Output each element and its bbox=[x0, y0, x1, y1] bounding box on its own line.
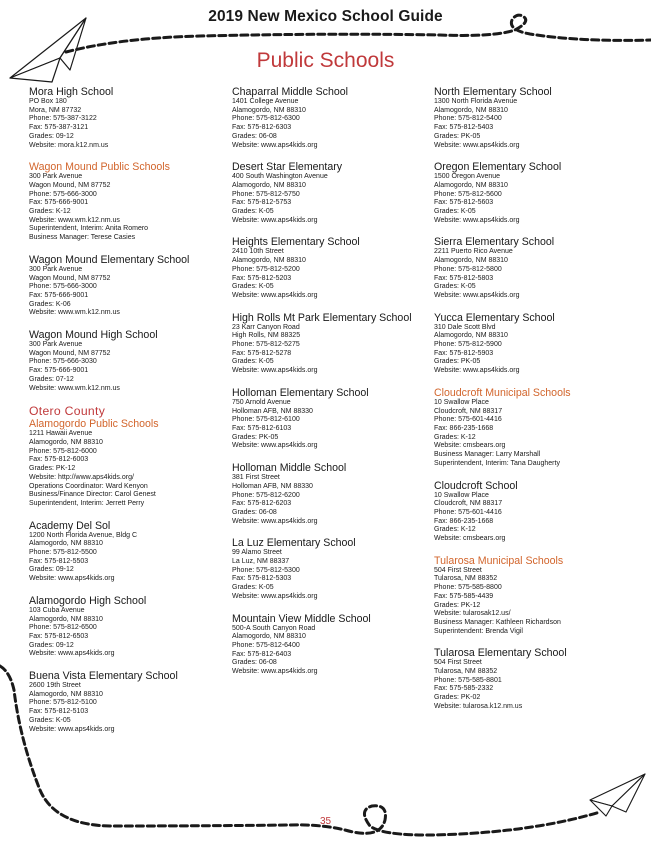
paper-plane-icon bbox=[590, 774, 645, 816]
entry-detail-line: Fax: 575-812-5803 bbox=[434, 274, 494, 282]
district-name: Alamogordo Public Schools bbox=[29, 418, 159, 431]
school-entry bbox=[29, 254, 219, 318]
entry-detail-line: Fax: 575-666-9001 bbox=[29, 367, 89, 375]
entry-detail-line: Wagon Mound, NM 87752 bbox=[29, 274, 111, 282]
entry-detail-line: 300 Park Avenue bbox=[29, 341, 83, 349]
entry-detail-line: Cloudcroft, NM 88317 bbox=[434, 500, 503, 508]
entry-detail-line: Grades: PK-02 bbox=[434, 694, 481, 702]
school-name: Oregon Elementary School bbox=[434, 161, 562, 174]
entry-detail-line: Grades: K-06 bbox=[29, 300, 71, 308]
school-entry bbox=[29, 86, 219, 150]
entry-detail-line: Phone: 575-812-6500 bbox=[29, 624, 97, 632]
school-entry bbox=[434, 312, 634, 376]
district-name: Tularosa Municipal Schools bbox=[434, 554, 564, 567]
entry-detail-line: Website: www.aps4kids.org bbox=[232, 291, 318, 299]
entry-detail-line: Alamogordo, NM 88310 bbox=[434, 257, 508, 265]
entry-detail-line: Grades: K-05 bbox=[434, 283, 476, 291]
entry-detail-line: 10 Swallow Place bbox=[434, 491, 489, 499]
entry-detail-line: Superintendent, Interim: Tana Daugherty bbox=[434, 459, 560, 467]
entry-detail-line: Phone: 575-601-4416 bbox=[434, 508, 502, 516]
school-entry bbox=[29, 520, 219, 584]
school-entry bbox=[29, 329, 219, 393]
column-1 bbox=[29, 86, 219, 745]
entry-detail-line: Grades: K-05 bbox=[232, 358, 274, 366]
entry-detail-line: Phone: 575-812-5400 bbox=[434, 115, 502, 123]
entry-detail-line: 500-A South Canyon Road bbox=[232, 624, 316, 632]
entry-detail-line: 300 Park Avenue bbox=[29, 265, 83, 273]
school-name: Academy Del Sol bbox=[29, 519, 111, 532]
school-name: Wagon Mound Elementary School bbox=[29, 253, 190, 266]
entry-detail-line: Fax: 575-812-5903 bbox=[434, 349, 494, 357]
entry-detail-line: Phone: 575-812-6000 bbox=[29, 447, 97, 455]
entry-detail-line: 1500 Oregon Avenue bbox=[434, 173, 501, 181]
entry-detail-line: Phone: 575-387-3122 bbox=[29, 115, 97, 123]
entry-detail-line: Phone: 575-585-8801 bbox=[434, 676, 502, 684]
entry-detail-line: Website: http://www.aps4kids.org/ bbox=[29, 473, 134, 481]
school-entry bbox=[434, 647, 634, 711]
entry-detail-line: Grades: K-05 bbox=[434, 208, 476, 216]
entry-detail-line: Tularosa, NM 88352 bbox=[434, 575, 498, 583]
entry-detail-line: Business Manager: Kathleen Richardson bbox=[434, 618, 561, 626]
entry-detail-line: Website: www.aps4kids.org bbox=[29, 650, 115, 658]
entry-detail-line: Website: tularosak12.us/ bbox=[434, 610, 511, 618]
entry-detail-line: Website: www.aps4kids.org bbox=[232, 668, 318, 676]
entry-detail-line: Alamogordo, NM 88310 bbox=[232, 181, 306, 189]
entry-detail-line: Alamogordo, NM 88310 bbox=[434, 181, 508, 189]
entry-detail-line: Grades: K-05 bbox=[232, 208, 274, 216]
entry-detail-line: Grades: K-12 bbox=[29, 208, 71, 216]
school-name: High Rolls Mt Park Elementary School bbox=[232, 311, 412, 324]
entry-detail-line: 300 Park Avenue bbox=[29, 173, 83, 181]
entry-detail-line: Phone: 575-812-6300 bbox=[232, 115, 300, 123]
entry-detail-line: Fax: 866-235-1668 bbox=[434, 424, 494, 432]
entry-detail-line: Phone: 575-666-3030 bbox=[29, 358, 97, 366]
entry-detail-line: Alamogordo, NM 88310 bbox=[29, 690, 103, 698]
school-entry bbox=[434, 161, 634, 225]
entry-detail-line: 400 South Washington Avenue bbox=[232, 173, 328, 181]
entry-detail-line: 1401 College Avenue bbox=[232, 98, 299, 105]
entry-detail-line: Fax: 575-812-5203 bbox=[232, 274, 292, 282]
entry-detail-line: 2410 10th Street bbox=[232, 248, 284, 256]
entry-detail-line: Tularosa, NM 88352 bbox=[434, 668, 498, 676]
school-entry bbox=[434, 86, 634, 150]
entry-detail-line: Website: www.wm.k12.nm.us bbox=[29, 216, 120, 224]
entry-detail-line: Fax: 575-387-3121 bbox=[29, 124, 89, 132]
entry-detail-line: Website: www.aps4kids.org bbox=[232, 442, 318, 450]
entry-detail-line: Alamogordo, NM 88310 bbox=[434, 332, 508, 340]
entry-detail-line: Operations Coordinator: Ward Kenyon bbox=[29, 482, 148, 490]
entry-detail-line: Website: cmsbears.org bbox=[434, 442, 506, 450]
entry-detail-line: Fax: 575-812-5603 bbox=[434, 199, 494, 207]
entry-detail-line: Fax: 575-812-6103 bbox=[232, 424, 292, 432]
entry-detail-line: Business Manager: Terese Casies bbox=[29, 234, 136, 242]
entry-detail-line: Fax: 575-666-9001 bbox=[29, 199, 89, 207]
entry-detail-line: Website: www.aps4kids.org bbox=[232, 216, 318, 224]
entry-detail-line: High Rolls, NM 88325 bbox=[232, 332, 301, 340]
entry-detail-line: Grades: PK-05 bbox=[434, 358, 481, 366]
entry-detail-line: Superintendent, Interim: Jerrett Perry bbox=[29, 499, 145, 507]
school-entry bbox=[232, 86, 428, 150]
district-entry bbox=[29, 418, 219, 508]
entry-detail-line: Wagon Mound, NM 87752 bbox=[29, 349, 111, 357]
entry-detail-line: Phone: 575-666-3000 bbox=[29, 190, 97, 198]
school-name: Chaparral Middle School bbox=[232, 86, 349, 98]
school-name: North Elementary School bbox=[434, 86, 552, 98]
entry-detail-line: Phone: 575-812-5200 bbox=[232, 265, 300, 273]
school-name: Mora High School bbox=[29, 86, 114, 98]
school-name: Heights Elementary School bbox=[232, 236, 360, 249]
entry-detail-line: Grades: PK-05 bbox=[434, 132, 481, 140]
entry-detail-line: Phone: 575-812-5800 bbox=[434, 265, 502, 273]
entry-detail-line: Cloudcroft, NM 88317 bbox=[434, 407, 503, 415]
school-name: Cloudcroft School bbox=[434, 479, 518, 492]
entry-detail-line: Fax: 575-585-4439 bbox=[434, 592, 494, 600]
entry-detail-line: Fax: 575-812-6003 bbox=[29, 456, 89, 464]
entry-detail-line: Fax: 575-812-5403 bbox=[434, 124, 494, 132]
entry-detail-line: Website: www.wm.k12.nm.us bbox=[29, 309, 120, 317]
entry-detail-line: Grades: 06-08 bbox=[232, 132, 277, 140]
entry-detail-line: Grades: 09-12 bbox=[29, 132, 74, 140]
section-title: Public Schools bbox=[256, 49, 395, 72]
entry-detail-line: Website: www.aps4kids.org bbox=[434, 291, 520, 299]
school-name: Alamogordo High School bbox=[29, 594, 147, 607]
entry-detail-line: Fax: 575-812-5278 bbox=[232, 349, 292, 357]
entry-detail-line: La Luz, NM 88337 bbox=[232, 558, 290, 566]
entry-detail-line: Website: www.wm.k12.nm.us bbox=[29, 384, 120, 392]
entry-detail-line: Website: tularosa.k12.nm.us bbox=[434, 702, 523, 710]
entry-detail-line: Phone: 575-812-6100 bbox=[232, 416, 300, 424]
entry-detail-line: Alamogordo, NM 88310 bbox=[29, 540, 103, 548]
school-name: Tularosa Elementary School bbox=[434, 647, 567, 660]
district-entry bbox=[29, 161, 219, 243]
entry-detail-line: Website: www.aps4kids.org bbox=[232, 141, 318, 149]
entry-detail-line: Alamogordo, NM 88310 bbox=[29, 615, 103, 623]
school-entry bbox=[232, 537, 428, 601]
entry-detail-line: Business/Finance Director: Carol Genest bbox=[29, 491, 156, 499]
school-entry bbox=[232, 161, 428, 225]
entry-detail-line: Grades: K-05 bbox=[232, 584, 274, 592]
entry-detail-line: Phone: 575-812-6400 bbox=[232, 641, 300, 649]
county-heading: Otero County bbox=[29, 404, 106, 419]
school-entry bbox=[232, 462, 428, 526]
entry-detail-line: Phone: 575-812-5300 bbox=[232, 566, 300, 574]
school-name: Sierra Elementary School bbox=[434, 236, 555, 249]
school-name: Holloman Middle School bbox=[232, 462, 347, 475]
entry-detail-line: Phone: 575-812-5900 bbox=[434, 341, 502, 349]
school-entry bbox=[232, 613, 428, 677]
entry-detail-line: Grades: 09-12 bbox=[29, 566, 74, 574]
entry-detail-line: Grades: 09-12 bbox=[29, 641, 74, 649]
entry-detail-line: Holloman AFB, NM 88330 bbox=[232, 407, 313, 415]
entry-detail-line: Fax: 575-585-2332 bbox=[434, 685, 494, 693]
school-name: Yucca Elementary School bbox=[434, 311, 555, 324]
entry-detail-line: Phone: 575-812-6200 bbox=[232, 491, 300, 499]
entry-detail-line: Website: www.aps4kids.org bbox=[232, 592, 318, 600]
district-name: Cloudcroft Municipal Schools bbox=[434, 386, 571, 399]
entry-detail-line: Wagon Mound, NM 87752 bbox=[29, 181, 111, 189]
entry-detail-line: 99 Alamo Street bbox=[232, 549, 282, 557]
entry-detail-line: 381 First Street bbox=[232, 474, 280, 482]
entry-detail-line: Fax: 866-235-1668 bbox=[434, 517, 494, 525]
entry-detail-line: Phone: 575-812-5100 bbox=[29, 699, 97, 707]
school-entry bbox=[232, 387, 428, 451]
entry-detail-line: Website: www.aps4kids.org bbox=[434, 216, 520, 224]
entry-detail-line: Fax: 575-812-5503 bbox=[29, 557, 89, 565]
entry-detail-line: Grades: PK-05 bbox=[232, 433, 279, 441]
entry-detail-line: Fax: 575-812-6403 bbox=[232, 650, 292, 658]
entry-detail-line: Fax: 575-812-5103 bbox=[29, 708, 89, 716]
district-entry bbox=[434, 387, 634, 469]
entry-detail-line: Phone: 575-812-5500 bbox=[29, 549, 97, 557]
entry-detail-line: Grades: PK-12 bbox=[29, 465, 76, 473]
entry-detail-line: 750 Arnold Avenue bbox=[232, 398, 291, 406]
entry-detail-line: Superintendent: Brenda Vigil bbox=[434, 627, 523, 635]
entry-detail-line: Phone: 575-812-5275 bbox=[232, 341, 300, 349]
school-entry bbox=[434, 480, 634, 544]
entry-detail-line: Grades: K-12 bbox=[434, 526, 476, 534]
entry-detail-line: Website: www.aps4kids.org bbox=[29, 575, 115, 583]
column-3 bbox=[434, 86, 634, 723]
school-name: Buena Vista Elementary School bbox=[29, 670, 178, 683]
school-entry bbox=[232, 312, 428, 376]
entry-detail-line: 2211 Puerto Rico Avenue bbox=[434, 248, 513, 256]
entry-detail-line: Alamogordo, NM 88310 bbox=[434, 106, 508, 114]
entry-detail-line: 2600 19th Street bbox=[29, 682, 81, 690]
entry-detail-line: 504 First Street bbox=[434, 566, 482, 574]
school-name: Holloman Elementary School bbox=[232, 386, 369, 399]
entry-detail-line: Grades: 06-08 bbox=[232, 659, 277, 667]
entry-detail-line: Alamogordo, NM 88310 bbox=[232, 106, 306, 114]
school-name: Desert Star Elementary bbox=[232, 161, 343, 174]
entry-detail-line: Fax: 575-812-5753 bbox=[232, 199, 292, 207]
entry-detail-line: Grades: K-12 bbox=[434, 433, 476, 441]
entry-detail-line: Grades: K-05 bbox=[232, 283, 274, 291]
entry-detail-line: Alamogordo, NM 88310 bbox=[29, 438, 103, 446]
school-entry bbox=[29, 670, 219, 734]
school-entry bbox=[232, 236, 428, 300]
entry-detail-line: Alamogordo, NM 88310 bbox=[232, 257, 306, 265]
entry-detail-line: Website: mora.k12.nm.us bbox=[29, 141, 109, 149]
school-entry bbox=[29, 595, 219, 659]
entry-detail-line: Phone: 575-666-3000 bbox=[29, 283, 97, 291]
entry-detail-line: PO Box 180 bbox=[29, 98, 67, 105]
page-number: 35 bbox=[319, 816, 332, 827]
entry-detail-line: Website: www.aps4kids.org bbox=[434, 141, 520, 149]
school-name: La Luz Elementary School bbox=[232, 537, 356, 550]
entry-detail-line: Website: www.aps4kids.org bbox=[434, 367, 520, 375]
entry-detail-line: Phone: 575-812-5750 bbox=[232, 190, 300, 198]
entry-detail-line: Business Manager: Larry Marshall bbox=[434, 451, 541, 459]
school-name: Mountain View Middle School bbox=[232, 612, 371, 625]
district-name: Wagon Mound Public Schools bbox=[29, 161, 170, 174]
entry-detail-line: 1211 Hawaii Avenue bbox=[29, 430, 93, 438]
entry-detail-line: Website: cmsbears.org bbox=[434, 535, 506, 543]
entry-detail-line: Website: www.aps4kids.org bbox=[29, 725, 115, 733]
school-entry bbox=[434, 236, 634, 300]
entry-detail-line: Fax: 575-812-5303 bbox=[232, 575, 292, 583]
entry-detail-line: Grades: PK-12 bbox=[434, 601, 481, 609]
entry-detail-line: Fax: 575-812-6303 bbox=[232, 124, 292, 132]
entry-detail-line: Fax: 575-666-9001 bbox=[29, 291, 89, 299]
entry-detail-line: Grades: 06-08 bbox=[232, 508, 277, 516]
entry-detail-line: 103 Cuba Avenue bbox=[29, 606, 85, 614]
entry-detail-line: 1200 North Florida Avenue, Bldg C bbox=[29, 531, 138, 539]
school-name: Wagon Mound High School bbox=[29, 329, 158, 342]
entry-detail-line: Holloman AFB, NM 88330 bbox=[232, 482, 313, 490]
entry-detail-line: Grades: K-05 bbox=[29, 716, 71, 724]
entry-detail-line: Fax: 575-812-6203 bbox=[232, 500, 292, 508]
entry-detail-line: Alamogordo, NM 88310 bbox=[232, 633, 306, 641]
entry-detail-line: Fax: 575-812-6503 bbox=[29, 632, 89, 640]
entry-detail-line: Superintendent, Interim: Anita Romero bbox=[29, 225, 149, 233]
entry-detail-line: 23 Karr Canyon Road bbox=[232, 323, 300, 331]
entry-detail-line: 1300 North Florida Avenue bbox=[434, 98, 518, 105]
entry-detail-line: Grades: 07-12 bbox=[29, 375, 74, 383]
entry-detail-line: Mora, NM 87732 bbox=[29, 106, 82, 114]
column-2 bbox=[232, 86, 428, 688]
entry-detail-line: 504 First Street bbox=[434, 659, 482, 667]
entry-detail-line: Phone: 575-812-5600 bbox=[434, 190, 502, 198]
district-entry bbox=[434, 555, 634, 637]
entry-detail-line: 310 Dale Scott Blvd bbox=[434, 323, 496, 331]
entry-detail-line: Website: www.aps4kids.org bbox=[232, 517, 318, 525]
entry-detail-line: Phone: 575-585-8800 bbox=[434, 584, 502, 592]
entry-detail-line: Phone: 575-601-4416 bbox=[434, 416, 502, 424]
page-header-title: 2019 New Mexico School Guide bbox=[208, 8, 443, 25]
entry-detail-line: Website: www.aps4kids.org bbox=[232, 367, 318, 375]
entry-detail-line: 10 Swallow Place bbox=[434, 398, 489, 406]
